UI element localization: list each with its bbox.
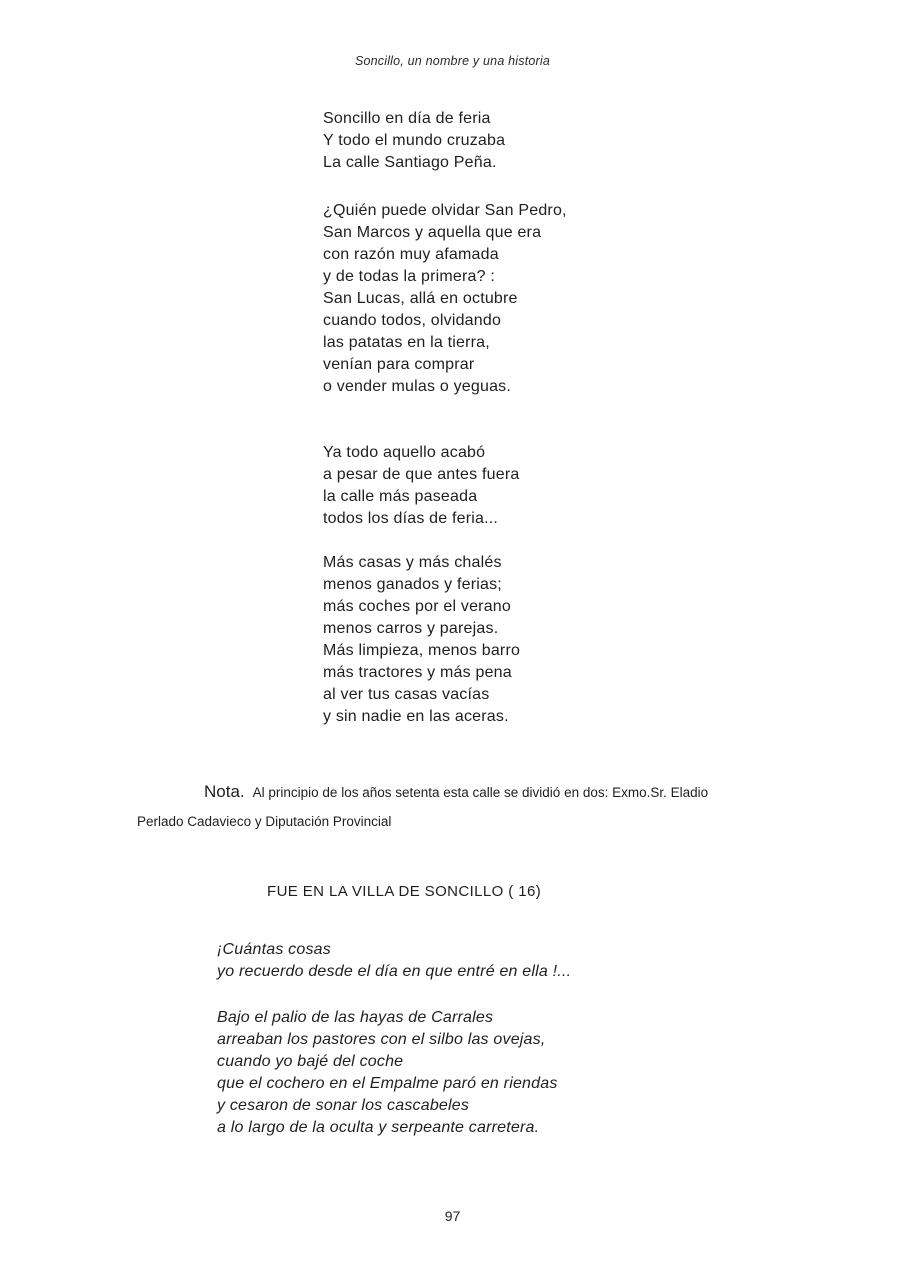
- poem-line: y sin nadie en las aceras.: [323, 708, 509, 725]
- poem-line: San Lucas, allá en octubre: [323, 290, 518, 307]
- poem-line: Más limpieza, menos barro: [323, 642, 521, 659]
- stanza-1: [217, 939, 571, 983]
- note-text: Al principio de los años setenta esta calle se dividió en dos: Exmo.Sr. Eladio: [252, 785, 709, 800]
- poem-line: menos carros y parejas.: [323, 620, 499, 637]
- poem-line: y de todas la primera? :: [323, 268, 495, 285]
- poem-first: [323, 108, 567, 728]
- stanza-2: [217, 1007, 571, 1139]
- poem-line: a lo largo de la oculta y serpeante carretera.: [217, 1119, 540, 1136]
- poem-line: San Marcos y aquella que era: [323, 224, 542, 241]
- poem-line: Y todo el mundo cruzaba: [323, 132, 506, 149]
- poem-line: venían para comprar: [323, 356, 475, 373]
- note-label: Nota.: [204, 782, 245, 801]
- poem-line: ¡Cuántas cosas: [217, 941, 331, 958]
- poem-line: Soncillo en día de feria: [323, 110, 491, 127]
- stanza-3: [323, 442, 567, 530]
- poem-line: que el cochero en el Empalme paró en riendas: [217, 1075, 558, 1092]
- note-line: [137, 782, 797, 802]
- poem-line: las patatas en la tierra,: [323, 334, 490, 351]
- poem-line: menos ganados y ferias;: [323, 576, 502, 593]
- second-poem-title: FUE EN LA VILLA DE SONCILLO ( 16): [267, 883, 542, 900]
- poem-line: todos los días de feria...: [323, 510, 499, 527]
- poem-line: o vender mulas o yeguas.: [323, 378, 512, 395]
- note-line: Perlado Cadavieco y Diputación Provincial: [137, 814, 392, 829]
- poem-line: la calle más paseada: [323, 488, 478, 505]
- stanza-4: [323, 552, 567, 728]
- poem-line: arreaban los pastores con el silbo las ovejas,: [217, 1031, 546, 1048]
- poem-line: yo recuerdo desde el día en que entré en ella !...: [217, 963, 572, 980]
- poem-line: con razón muy afamada: [323, 246, 499, 263]
- running-header: Soncillo, un nombre y una historia: [354, 54, 551, 68]
- poem-line: más coches por el verano: [323, 598, 512, 615]
- poem-line: más tractores y más pena: [323, 664, 512, 681]
- poem-line: Bajo el palio de las hayas de Carrales: [217, 1009, 494, 1026]
- poem-line: y cesaron de sonar los cascabeles: [217, 1097, 470, 1114]
- poem-line: cuando todos, olvidando: [323, 312, 502, 329]
- poem-line: al ver tus casas vacías: [323, 686, 490, 703]
- poem-line: Ya todo aquello acabó: [323, 444, 486, 461]
- poem-line: Más casas y más chalés: [323, 554, 502, 571]
- poem-line: ¿Quién puede olvidar San Pedro,: [323, 202, 567, 219]
- poem-line: a pesar de que antes fuera: [323, 466, 520, 483]
- poem-line: cuando yo bajé del coche: [217, 1053, 404, 1070]
- poem-line: La calle Santiago Peña.: [323, 154, 497, 171]
- poem-second: [217, 939, 571, 1139]
- page-number: 97: [444, 1208, 461, 1224]
- stanza-1: [323, 108, 567, 174]
- note-paragraph: [137, 782, 797, 829]
- stanza-2: [323, 200, 567, 398]
